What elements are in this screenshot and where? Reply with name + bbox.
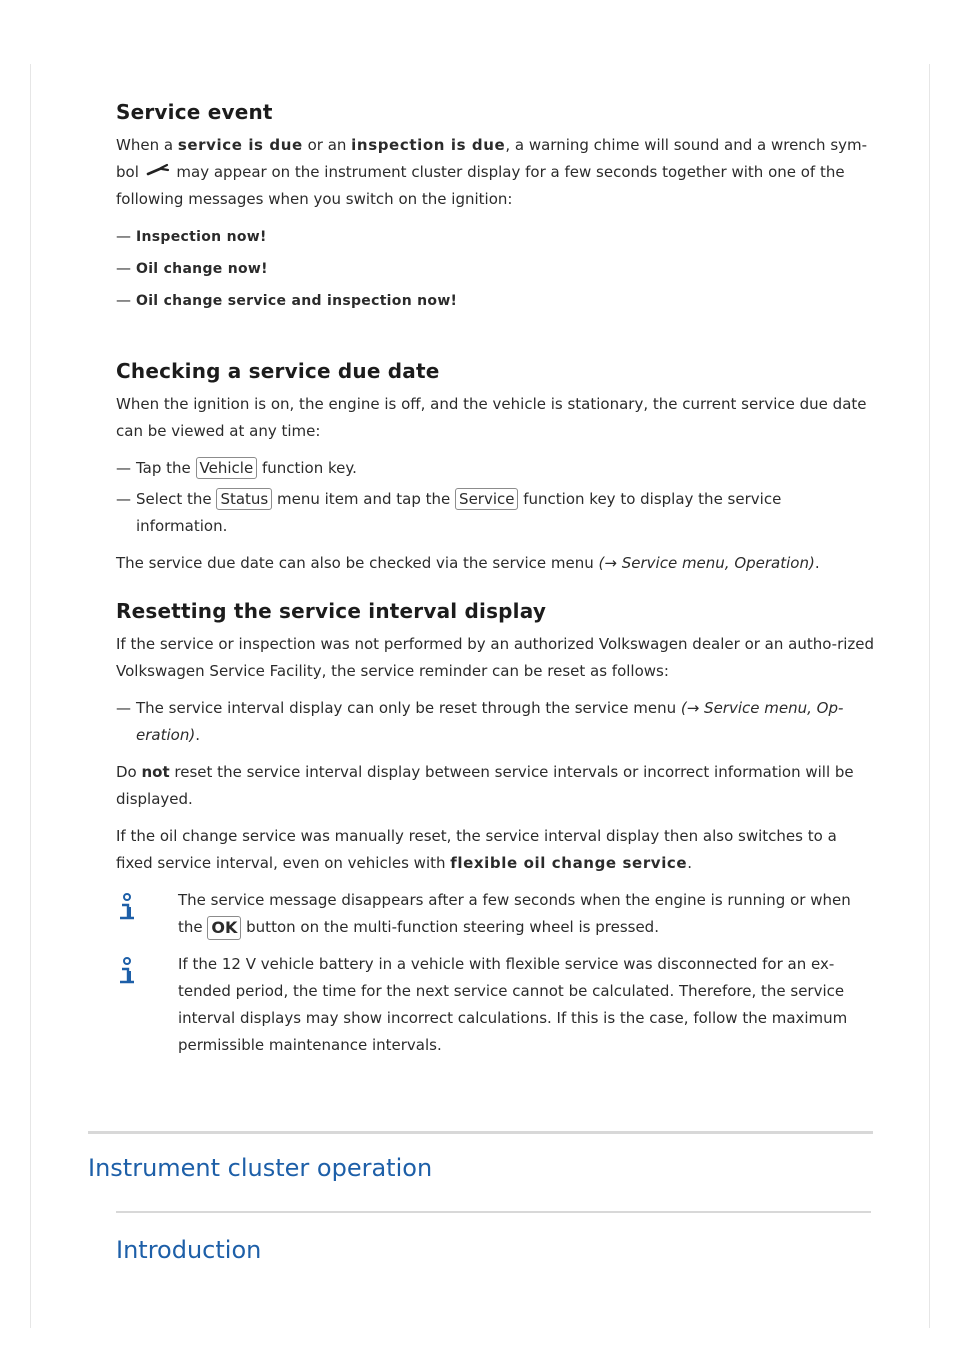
resetting-steps (116, 695, 876, 749)
service-menu-link[interactable]: (→ Service menu, Operation) (598, 554, 815, 572)
service-menu-link[interactable]: (→ Service menu, Op-eration) (136, 699, 844, 744)
section-heading-instrument-cluster-operation: Instrument cluster operation (88, 1154, 433, 1182)
vehicle-key: Vehicle (196, 457, 258, 479)
right-margin-rule (929, 64, 930, 1328)
section-divider (88, 1131, 873, 1134)
subsection-divider (116, 1211, 871, 1213)
checking-intro: When the ignition is on, the engine is off, and the vehicle is stationary, the current service due date can be viewed at any time: (116, 395, 867, 440)
list-item: — Select the Status menu item and tap the Service function key to display the service information. (116, 486, 876, 540)
note-battery-disconnect: If the 12 V vehicle battery in a vehicle with flexible service was disconnected for an ex-tended period, the time for the next service cannot be calculated. Therefore, the service interval displays may show incorrect calculations. If this is the case, follow the maximum permissible maintenance intervals. (116, 951, 876, 1059)
do-not-reset-text: Do not reset the service interval display between service intervals or incorrect information will be displayed. (116, 763, 854, 808)
service-event-intro: When a service is due or an inspection is due, a warning chime will sound and a wrench sym- bol may appear on the instrument cluster display for a few seconds together with one of the following messages when you switch on the ignition: (116, 136, 868, 208)
note-service-message: The service message disappears after a few seconds when the engine is running or when the OK button on the multi-function steering wheel is pressed. (116, 887, 876, 941)
service-due-term: service is due (177, 136, 303, 154)
page-content (116, 100, 876, 1069)
inspection-due-term: inspection is due (351, 136, 506, 154)
info-icon (116, 957, 138, 985)
list-item: — Inspection now! (116, 223, 876, 251)
ok-button-symbol: OK (207, 916, 241, 940)
service-key: Service (455, 488, 518, 510)
info-icon (116, 893, 138, 921)
checking-steps (116, 455, 876, 540)
heading-checking-service-due-date: Checking a service due date (116, 359, 440, 383)
list-item: — Oil change service and inspection now! (116, 287, 876, 315)
flexible-oil-change-term: flexible oil change service (450, 854, 688, 872)
checking-footer: The service due date can also be checked via the service menu (→ Service menu, Operation). (116, 554, 820, 572)
list-item: — Tap the Vehicle function key. (116, 455, 876, 482)
status-key: Status (216, 488, 272, 510)
list-item: — The service interval display can only be reset through the service menu (→ Service menu, Op-eration). (116, 695, 876, 749)
service-messages-list (116, 223, 876, 315)
left-margin-rule (30, 64, 31, 1328)
wrench-icon (146, 159, 170, 186)
heading-service-event: Service event (116, 100, 273, 124)
oil-change-reset-text: If the oil change service was manually reset, the service interval display then also switches to a fixed service interval, even on vehicles with flexible oil change service. (116, 827, 837, 872)
list-item: — Oil change now! (116, 255, 876, 283)
not-term: not (141, 763, 170, 781)
subsection-heading-introduction: Introduction (116, 1236, 262, 1264)
heading-resetting: Resetting the service interval display (116, 599, 547, 623)
resetting-intro: If the service or inspection was not performed by an authorized Volkswagen dealer or an autho-rized Volkswagen Service Facility, the service reminder can be reset as follows: (116, 635, 875, 680)
